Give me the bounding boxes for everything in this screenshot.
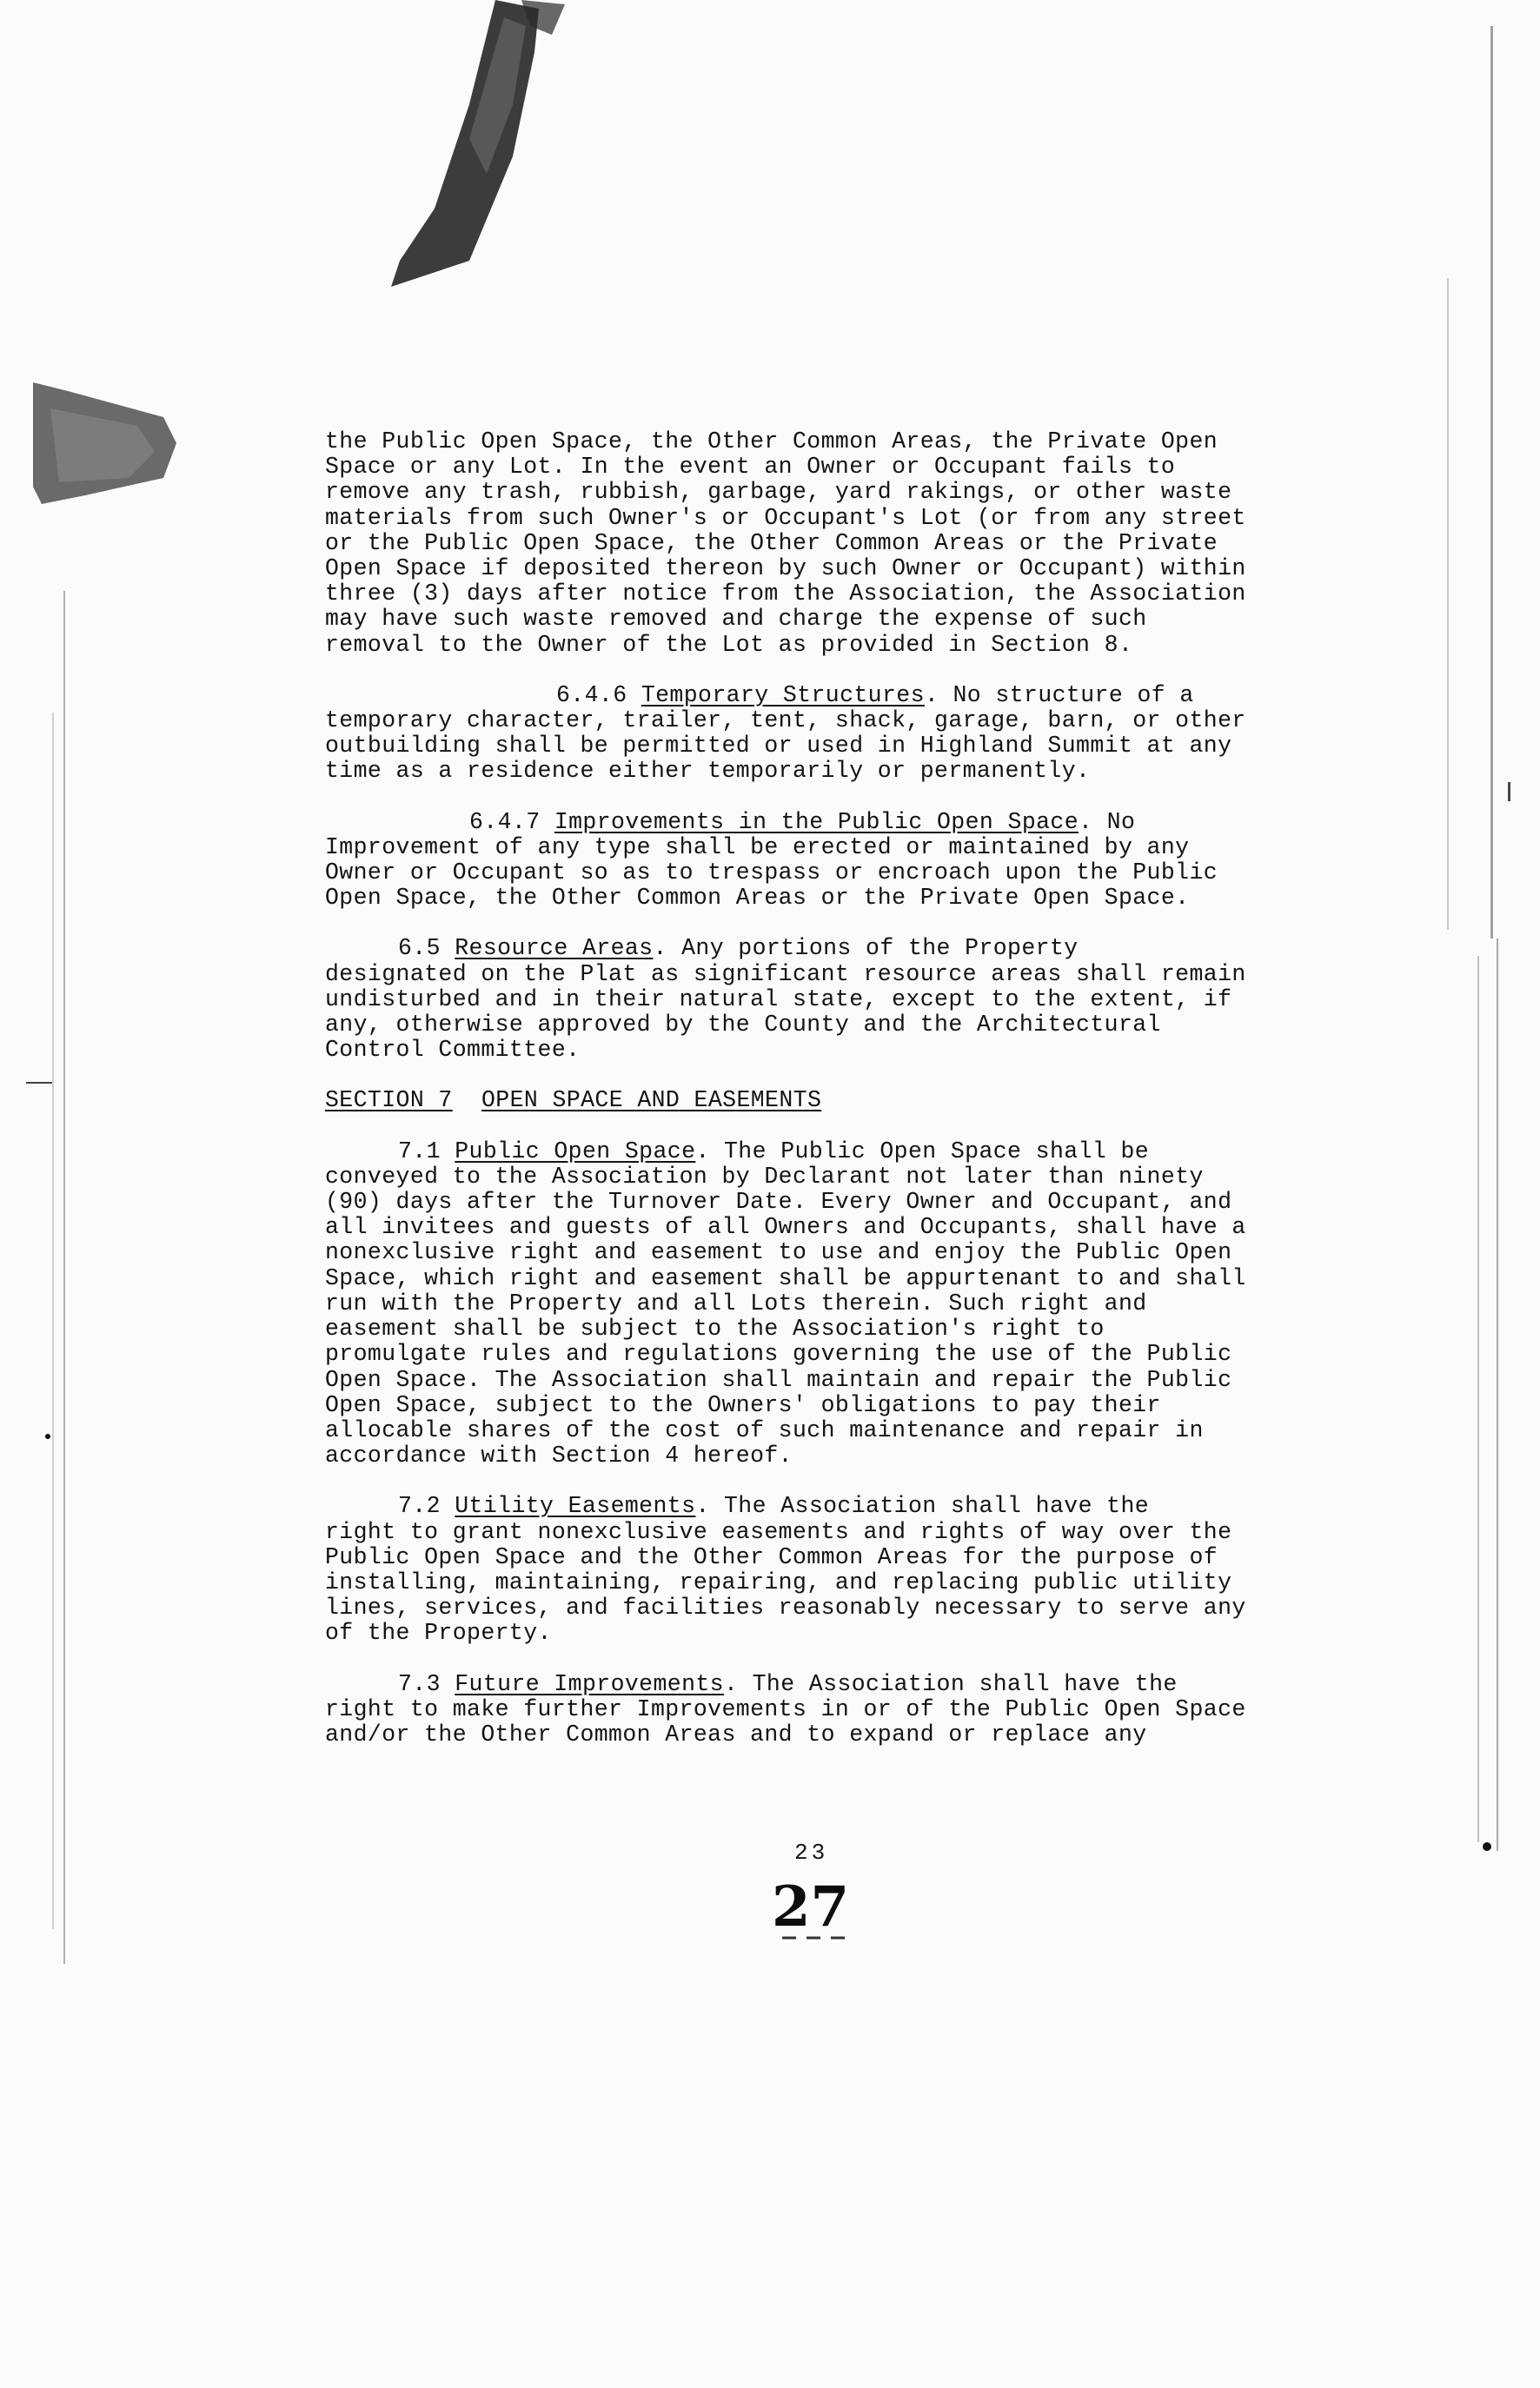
section-body: temporary character, trailer, tent, shack, garage, barn, or other outbuilding shall be permitted or used in Highland Summit at any time as a residence either temporarily or permanently. <box>325 707 1246 785</box>
scan-edge-line <box>63 591 65 1964</box>
section-title: Resource Areas <box>455 935 654 962</box>
section-6-4-6: 6.4.6 Temporary Structures. No structure of a <box>325 683 1316 708</box>
page-number: 23 <box>794 1840 829 1866</box>
section-number: 6.4.6 <box>556 681 627 708</box>
section-7-1: 7.1 Public Open Space. The Public Open Space shall be <box>325 1139 1316 1164</box>
scan-edge-tick <box>1508 782 1510 801</box>
section-title: Improvements in the Public Open Space <box>554 808 1079 835</box>
scan-edge-line <box>52 713 54 1929</box>
section-7-heading <box>325 1088 1316 1113</box>
section-body: conveyed to the Association by Declarant not later than ninety (90) days after the Turnover Date. Every Owner and Occupant, and all invitees and guests of all Owners and Occupants, shall have a nonexclusive right and easement to use and enjoy the Public Open Space, which right and easement shall be appurtenant to and shall run with the Property and all Lots therein. Such right and easement shall be subject to the Association's right to promulgate rules and regulations governing the use of the Public Open Space. The Association shall maintain and repair the Public Open Space, subject to the Owners' obligations to pay their allocable shares of the cost of such maintenance and repair in accordance with Section 4 hereof. <box>325 1163 1246 1469</box>
scan-edge-line <box>1477 956 1479 1842</box>
section-title: Temporary Structures <box>641 681 925 708</box>
scan-edge-line <box>1490 26 1493 939</box>
section-title: Utility Easements <box>455 1493 696 1520</box>
scan-edge-line <box>1447 278 1449 930</box>
section-number: 7.2 <box>398 1493 441 1520</box>
section-lead: The Public Open Space shall be <box>709 1138 1150 1164</box>
scan-streak-artifact <box>365 0 574 295</box>
section-number: 6.5 <box>398 935 441 962</box>
section-lead: The Association shall have the <box>709 1493 1150 1520</box>
section-number: 6.4.7 <box>469 808 541 835</box>
handwritten-number-text: 27 <box>772 1875 850 1940</box>
handwritten-page-number <box>765 1875 869 1945</box>
section-body: right to make further Improvements in or of the Public Open Space and/or the Other Common Areas and to expand or replace any <box>325 1695 1246 1748</box>
section-7-2: 7.2 Utility Easements. The Association shall have the <box>325 1494 1316 1519</box>
section-7-3: 7.3 Future Improvements. The Association shall have the <box>325 1672 1316 1697</box>
paragraph-continued: the Public Open Space, the Other Common Areas, the Private Open Space or any Lot. In the event an Owner or Occupant fails to remove any trash, rubbish, garbage, yard rakings, or other waste materials from such Owner's or Occupant's Lot (or from any street or the Public Open Space, the Other Common Areas or the Private Open Space if deposited thereon by such Owner or Occupant) within three (3) days after notice from the Association, the Association may have such waste removed and charge the expense of such removal to the Owner of the Lot as provided in Section 8. <box>325 428 1246 658</box>
document-body <box>325 429 1316 1748</box>
section-body: designated on the Plat as significant resource areas shall remain undisturbed and in their natural state, except to the extent, if any, otherwise approved by the County and the Architectural Control Committee. <box>325 960 1246 1064</box>
section-number: 7.1 <box>398 1138 441 1164</box>
scan-speck <box>45 1434 50 1439</box>
scan-edge-line <box>1497 939 1498 1851</box>
scan-edge-tick <box>26 1082 52 1084</box>
section-number: 7.3 <box>398 1670 441 1697</box>
section-6-4-7: 6.4.7 Improvements in the Public Open Space. No <box>325 810 1316 835</box>
section-lead: The Association shall have the <box>738 1670 1178 1697</box>
section-title: Future Improvements <box>455 1670 724 1697</box>
torn-corner-artifact <box>33 382 181 513</box>
section-6-5: 6.5 Resource Areas. Any portions of the Property <box>325 936 1316 961</box>
section-lead: No structure of a <box>939 681 1194 708</box>
section-lead: No <box>1092 808 1136 835</box>
scan-speck <box>1483 1842 1491 1851</box>
section-label: SECTION 7 <box>325 1087 453 1114</box>
section-title: Public Open Space <box>455 1138 696 1164</box>
section-heading-title: OPEN SPACE AND EASEMENTS <box>481 1087 822 1114</box>
section-lead: Any portions of the Property <box>667 935 1079 962</box>
section-body: right to grant nonexclusive easements and rights of way over the Public Open Space and the Other Common Areas for the purpose of installing, maintaining, repairing, and replacing public utility lines, services, and facilities reasonably necessary to serve any of the Property. <box>325 1518 1246 1647</box>
section-body: Improvement of any type shall be erected or maintained by any Owner or Occupant so as to trespass or encroach upon the Public Open Space, the Other Common Areas or the Private Open Space. <box>325 833 1218 912</box>
